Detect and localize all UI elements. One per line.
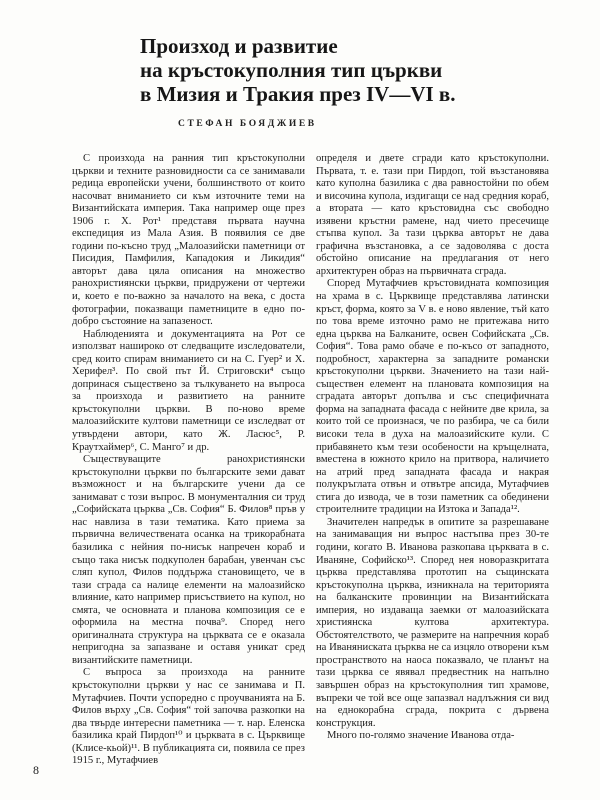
body-paragraph: Значителен напредък в опитите за разрешаване на занимаващия ни въпрос настъпва през 30-те години, когато В. Иванова разкопава църквата в с. Иваняне, Софийско¹³. Според нея новоразкритата църква представлява прототип на същинската кръстокуполна църква, изникнала на територията на балканските провинции на Византийската империя, но издаваща заемки от малоазийската християнска култова архитектура. Обстоятелството, че размерите на напречния кораб на Иваняниската църква не са изцяло отворени към пространството на наоса показвало, че планът на тази църква се явявал предвестник на напълно завършен образ на кръстокуполния тип храмове, въпреки че той все още запазвал надлъжния си вид на еднокорабна сграда, покрита с дървена конструкция. [316,516,549,729]
body-paragraph: Много по-голямо значение Иванова отда- [327,730,515,742]
body-paragraph: определя и двете сгради като кръстокуполни. Първата, т. е. тази при Пирдоп, той възстановява като куполна базилика с два равностойни по обем и височина купола, издигащи се над средния кораб, а втората — като кръстовидна със свободно изявени кръстни рамене, над чието пресечище стъпва купол. За тази църква авторът не дава графична възстановка, а се задоволява с доста обстойно описание на предлагания от него архитектурен образ на първичната сграда. [316,153,549,277]
body-paragraph: Според Мутафчиев кръстовидната композиция на храма в с. Църквище представлява латински кръст, форма, която за V в. е ново явление, тъй като по това време източно рамо не притежава нито една църква на Балканите, освен Софийската „Св. София“. Това рамо обаче е по-късо от западното, подробност, характерна за западните романски кръстокуполни църкви. Значението на тази най-съществен елемент на плановата композиция на сградата авторът допълва и със специфичната форма на западната фасада с нейните две крила, за които той се произнася, че по разбира, че са били високи тела в духа на малоазийските кули. С прибавянето към тези особености на кръщелната, вместена в южното крило на притвора, наличието на атрий пред западната фасада и накрая полукръглата отвън и отвътре апсида, Мутафчиев стига до извода, че в този паметник са обединени строителните традиции на Изтока и Запада¹². [316,278,549,516]
article-title-line-2: на кръстокуполния тип църкви [140,58,443,82]
body-paragraph: С въпроса за произхода на ранните кръстокуполни църкви у нас се занимава и П. Мутафчиев. Почти успоредно с проучванията на Б. Филов върху „Св. София“ той започва разкопки на два твърде интересни паметника — т. нар. Еленска базилика край Пирдоп¹⁰ и църквата в с. Църквище (Клисе-кьой)¹¹. В публикацията си, появила се през 1915 г., Мутафчиев [72,667,305,767]
left-text-column [72,153,305,768]
body-paragraph: Съществуващите ранохристиянски кръстокуполни църкви по българските земи дават възможност и на българските учени да се занимават с този въпрос. В монументалния си труд „Софийската църква „Св. София“ Б. Филов⁸ пръв у нас навлиза в тази тематика. Като приема за първична величествената осанка на трикорабната базилика с нейния по-нисък напречен кораб и също така нисък подкуполен барабан, увенчан със сляп купол, Филов поддържа становището, че в тази сграда са налице елементи на малоазийско влияние, като например присъствието на купол, но смята, че основната и планова композиция се е оформила на местна почва⁹. Според него оригиналната структура на църквата се е оказала непригодна за запазване и оставя уникат сред византийските паметници. [72,454,305,666]
right-text-column [316,153,549,743]
article-title-line-1: Произход и развитие [140,34,338,58]
article-title-line-3: в Мизия и Тракия през IV—VI в. [140,82,456,106]
body-paragraph: Наблюденията и документацията на Рот се използват наширoко от следващите изследователи, сред които спирам вниманието си на С. Гуер² и Х. Херифел³. По свой път Й. Стриговски⁴ също допринася съществено за тълкуването на въпроса за произхода и развитието на ранните кръстокуполни църкви. В по-ново време малоазийските култови паметници се изследват от утвърдени автори, като Ж. Ласюс⁵, Р. Краутхаймер⁶, С. Манго⁷ и др. [72,328,305,453]
author-name: СТЕФАН БОЯДЖИЕВ [178,119,317,129]
body-paragraph: С произхода на ранния тип кръстокуполни църкви и техните разновидности са се занимавали редица европейски учени, болшинството от които насочват вниманието си към източните теми на Византийската империя. Така например още през 1906 г. Х. Рот¹ представя първата научна експедиция из Мала Азия. В появилия се две години по-късно труд „Малоазийски паметници от Писидия, Памфилия, Кападокия и Ликидия“ авторът дава цяла описания на множество ранохристиянски църкви, придружени от чертежи и, което е по-важно за началото на века, с доста фотографии, показващи паметниците в едно по-добро състояние на запазеност. [72,153,305,328]
article-title [140,34,560,106]
page-number: 8 [33,763,39,777]
